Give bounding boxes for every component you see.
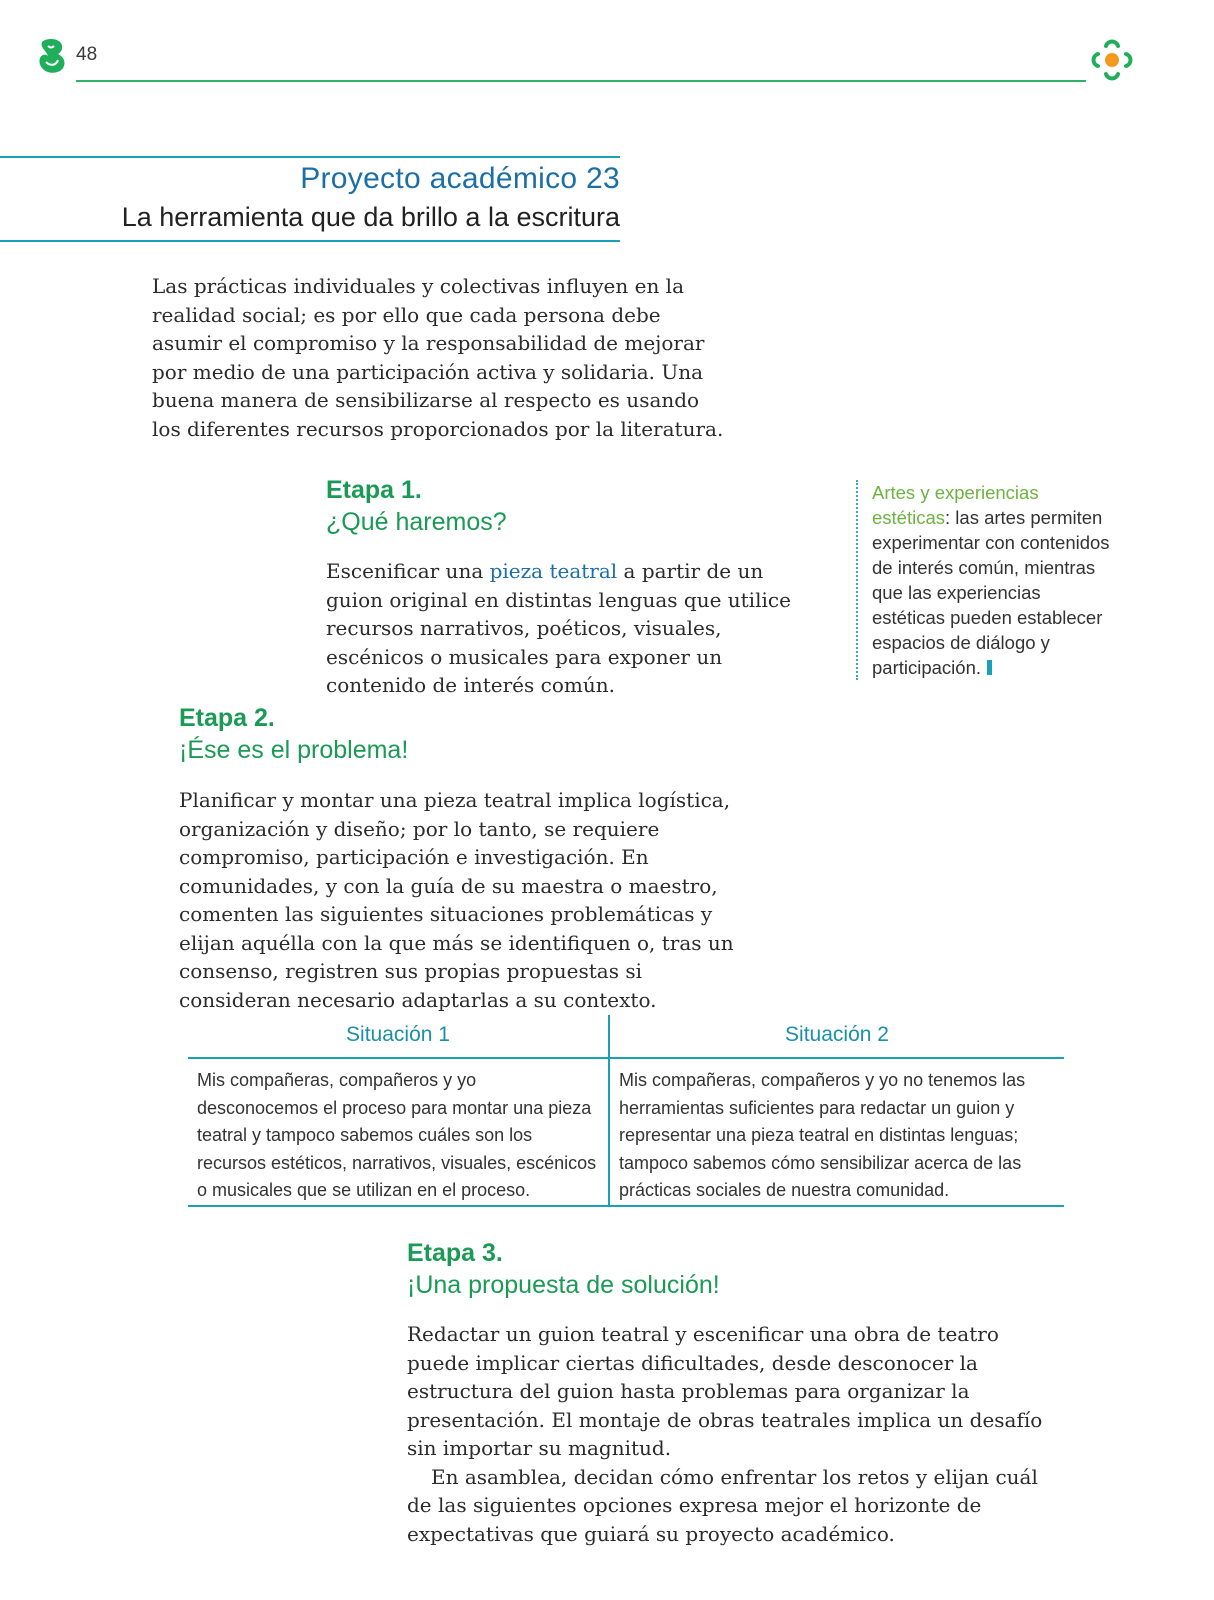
flower-ornament-icon (1086, 34, 1138, 86)
title-rule-top (0, 156, 620, 158)
stage-2-body: Planificar y montar una pieza teatral implica logística, organización y diseño; por lo tanto, se requiere compromiso, participación e investigación. En comunidades, y con la guía de su maestra o maestro, comenten las siguientes situaciones problemáticas y elijan aquélla con la que más se identifiquen o, tras un consenso, registren sus propias propuestas si consideran necesario adaptarlas a su contexto. (179, 788, 734, 1012)
stage-2-title: Etapa 2. (179, 704, 275, 732)
stage-1-text-before: Escenificar una (326, 559, 490, 583)
intro-paragraph: Las prácticas individuales y colectivas influyen en la realidad social; es por ello que cada persona debe asumir el compromiso y la responsabilidad de mejorar por medio de una participación activa y solidaria. Una buena manera de sensibilizarse al respecto es usando los diferentes recursos proporcionados por la literatura. (152, 274, 724, 441)
title-rule-bottom (0, 240, 620, 242)
situation-2-text: Mis compañeras, compañeros y yo no tenemos las herramientas suficientes para redactar un guion y representar una pieza teatral en distintas lenguas; tampoco sabemos cómo sensibilizar acerca de las prácticas sociales de nuestra comunidad. (619, 1070, 1026, 1200)
stage-3-heading (407, 1237, 720, 1301)
glossary-sidebar (856, 480, 1118, 680)
table-bottom-rule (188, 1205, 1064, 1207)
project-title: Proyecto académico 23 (300, 162, 620, 195)
stage-3-paragraph-1: Redactar un guion teatral y escenificar una obra de teatro puede implicar ciertas dificultades, desde desconocer la estructura del guion hasta problemas para organizar la presentación. El montaje de obras teatrales implica un desafío sin importar su magnitud. (407, 1322, 1043, 1460)
stage-3-paragraph-2: En asamblea, decidan cómo enfrentar los retos y elijan cuál de las siguientes opciones expresa mejor el horizonte de expectativas que guiará su proyecto académico. (407, 1464, 1038, 1546)
stage-3-title: Etapa 3. (407, 1239, 503, 1267)
pieza-teatral-link[interactable]: pieza teatral (489, 559, 618, 583)
situations-table (188, 1015, 1064, 1205)
stage-1-title: Etapa 1. (326, 476, 422, 504)
stage-3-body (407, 1320, 1047, 1548)
stage-3-subtitle: ¡Una propuesta de solución! (407, 1271, 720, 1299)
green-figure-icon (36, 38, 68, 74)
stage-1-body (326, 557, 812, 700)
situation-2-header: Situación 2 (610, 1015, 1064, 1059)
project-subtitle: La herramienta que da brillo a la escritura (121, 202, 620, 232)
page-number: 48 (76, 44, 98, 65)
stage-1-text-after: a partir de un guion original en distintas lenguas que utilice recursos narrativos, poéticos, visuales, escénicos o musicales para exponer un contenido de interés común. (326, 559, 791, 697)
end-mark-icon (987, 660, 992, 675)
situation-2-column (610, 1015, 1064, 1205)
situation-1-column (188, 1015, 608, 1205)
stage-1-subtitle: ¿Qué haremos? (326, 508, 507, 536)
stage-1-heading (326, 474, 507, 538)
stage-2-heading (179, 702, 408, 766)
stage-2-subtitle: ¡Ése es el problema! (179, 736, 409, 764)
situation-1-text: Mis compañeras, compañeros y yo desconocemos el proceso para montar una pieza teatral y tampoco sabemos cuáles son los recursos estéticos, narrativos, visuales, escénicos o musicales que se utilizan en el proceso. (197, 1070, 597, 1200)
glossary-definition: : las artes permiten experimentar con contenidos de interés común, mientras que las experiencias estéticas pueden establecer espacios de diálogo y participación. (872, 507, 1110, 678)
situation-1-header: Situación 1 (188, 1015, 608, 1059)
glossary-term: Artes y experiencias estéticas (872, 482, 1039, 528)
header-rule (76, 80, 1086, 82)
